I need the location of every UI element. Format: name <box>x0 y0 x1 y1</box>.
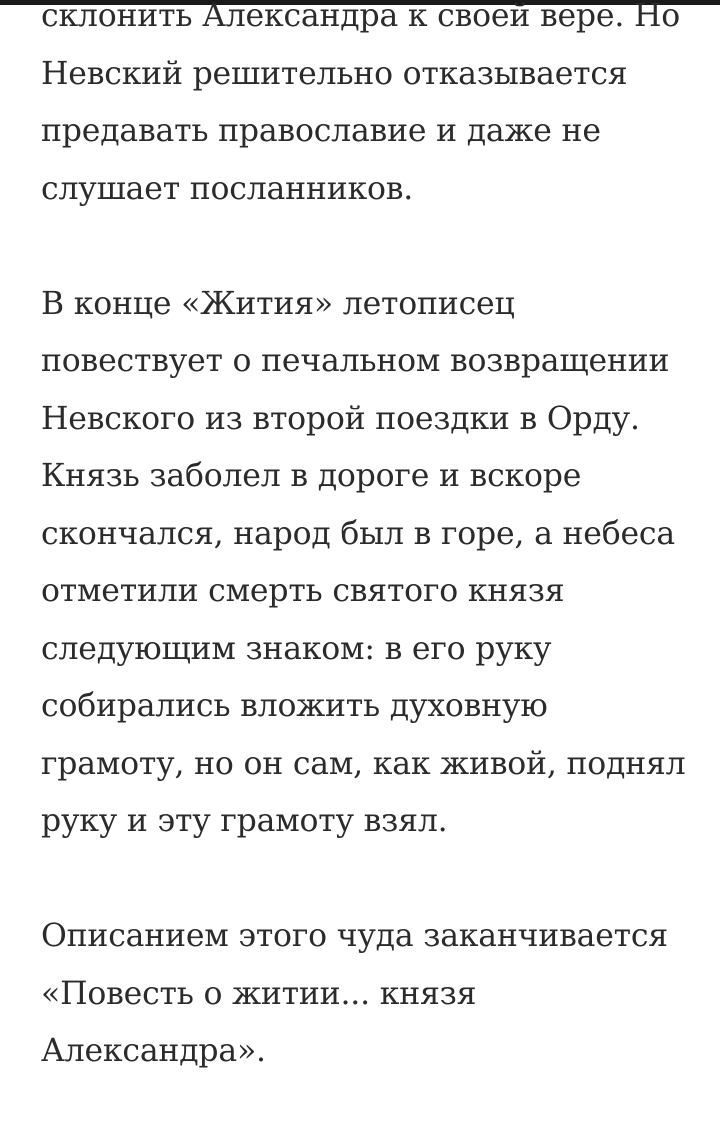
text-line: слушает посланников. <box>41 170 414 207</box>
text-line: повествует о печальном возвращении <box>41 343 670 379</box>
text-line: следующим знаком: в его руку <box>41 630 552 667</box>
text-line: склонить Александра к своей вере. Но <box>41 0 680 34</box>
text-line: собирались вложить духовную <box>41 688 548 724</box>
text-line: Князь заболел в дороге и вскоре <box>41 458 582 494</box>
text-line: грамоту, но он сам, как живой, поднял <box>41 745 686 782</box>
article-body <box>41 0 711 1138</box>
text-line: «Повесть о житии... князя <box>41 975 477 1012</box>
text-line: Невского из второй поездки в Орду. <box>41 400 640 437</box>
text-line: Александра». <box>41 1033 266 1069</box>
paragraph-2 <box>41 276 711 851</box>
text-line: Невский решительно отказывается <box>41 55 628 92</box>
text-line: В конце «Жития» летописец <box>41 285 515 322</box>
text-line: руку и эту грамоту взял. <box>41 803 448 839</box>
text-line: отметили смерть святого князя <box>41 573 565 609</box>
paragraph-3 <box>41 908 711 1081</box>
text-line: Описанием этого чуда заканчивается <box>41 918 668 954</box>
paragraph-1 <box>41 0 711 218</box>
text-line: скончался, народ был в горе, а небеса <box>41 515 675 552</box>
text-line: предавать православие и даже не <box>41 113 601 149</box>
